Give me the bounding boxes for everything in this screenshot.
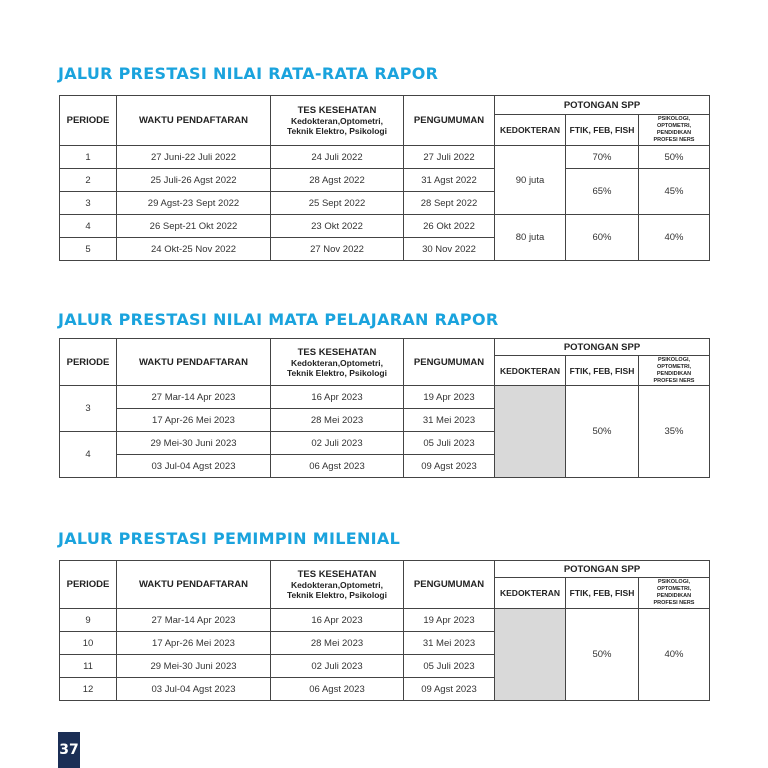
header-tes-line2: Kedokteran,Optometri,	[290, 357, 384, 368]
pengumuman-cell: 31 Agst 2022	[404, 169, 495, 192]
pengumuman-cell: 28 Sept 2022	[404, 192, 495, 215]
waktu-cell: 26 Sept-21 Okt 2022	[117, 215, 271, 238]
kedokteran-empty-cell	[495, 386, 566, 478]
header-kedokteran: KEDOKTERAN	[495, 115, 566, 146]
kedokteran-empty-cell	[495, 609, 566, 701]
header-psikologi-line1: PSIKOLOGI, OPTOMETRI,	[656, 356, 692, 370]
header-waktu-pendaftaran: WAKTU PENDAFTARAN	[117, 339, 271, 386]
header-psikologi	[639, 356, 710, 386]
section1-table	[59, 95, 710, 261]
waktu-cell: 27 Juni-22 Juli 2022	[117, 146, 271, 169]
waktu-cell: 03 Jul-04 Agst 2023	[117, 455, 271, 478]
waktu-cell: 29 Mei-30 Juni 2023	[117, 655, 271, 678]
header-tes-line1: TES KESEHATAN	[297, 346, 377, 358]
header-psikologi-line2: PENDIDIKAN	[656, 130, 692, 136]
tes-cell: 25 Sept 2022	[271, 192, 404, 215]
table-row	[60, 169, 710, 192]
waktu-cell: 29 Agst-23 Sept 2022	[117, 192, 271, 215]
tes-cell: 06 Agst 2023	[271, 678, 404, 701]
waktu-cell: 03 Jul-04 Agst 2023	[117, 678, 271, 701]
header-potongan-spp: POTONGAN SPP	[495, 561, 710, 578]
header-psikologi-line1: PSIKOLOGI, OPTOMETRI,	[656, 116, 692, 129]
header-tes-kesehatan	[271, 339, 404, 386]
waktu-cell: 17 Apr-26 Mei 2023	[117, 632, 271, 655]
waktu-cell: 27 Mar-14 Apr 2023	[117, 609, 271, 632]
tes-cell: 16 Apr 2023	[271, 609, 404, 632]
kedokteran-cell: 80 juta	[495, 215, 566, 261]
periode-cell: 10	[60, 632, 117, 655]
ftik-cell: 50%	[566, 609, 639, 701]
periode-cell: 12	[60, 678, 117, 701]
header-waktu-pendaftaran: WAKTU PENDAFTARAN	[117, 561, 271, 609]
tes-cell: 02 Juli 2023	[271, 432, 404, 455]
section2-table	[59, 338, 710, 478]
pengumuman-cell: 19 Apr 2023	[404, 609, 495, 632]
pengumuman-cell: 27 Juli 2022	[404, 146, 495, 169]
header-tes-line1: TES KESEHATAN	[297, 105, 377, 116]
header-tes-line3: Teknik Elektro, Psikologi	[287, 126, 387, 136]
header-pengumuman: PENGUMUMAN	[404, 561, 495, 609]
section3-title: JALUR PRESTASI PEMIMPIN MILENIAL	[58, 529, 401, 548]
ftik-cell: 70%	[566, 146, 639, 169]
tes-cell: 28 Mei 2023	[271, 409, 404, 432]
header-pengumuman: PENGUMUMAN	[404, 339, 495, 386]
section2-title: JALUR PRESTASI NILAI MATA PELAJARAN RAPOR	[58, 310, 499, 329]
periode-cell: 4	[60, 215, 117, 238]
pengumuman-cell: 05 Juli 2023	[404, 432, 495, 455]
pengumuman-cell: 31 Mei 2023	[404, 632, 495, 655]
periode-cell: 2	[60, 169, 117, 192]
table-row	[60, 609, 710, 632]
header-tes-kesehatan	[271, 561, 404, 609]
tes-cell: 06 Agst 2023	[271, 455, 404, 478]
header-potongan-spp: POTONGAN SPP	[495, 96, 710, 115]
section3-table	[59, 560, 710, 701]
section1-title: JALUR PRESTASI NILAI RATA-RATA RAPOR	[58, 64, 439, 83]
tes-cell: 02 Juli 2023	[271, 655, 404, 678]
header-psikologi-line2: PENDIDIKAN	[656, 370, 692, 377]
header-tes-line3: Teknik Elektro, Psikologi	[287, 590, 387, 600]
header-psikologi-line2: PENDIDIKAN	[656, 593, 692, 599]
page-number: 37	[58, 732, 80, 768]
table-row	[60, 215, 710, 238]
tes-cell: 24 Juli 2022	[271, 146, 404, 169]
ftik-cell: 65%	[566, 169, 639, 215]
pengumuman-cell: 26 Okt 2022	[404, 215, 495, 238]
header-psikologi-line3: PROFESI NERS	[653, 377, 695, 384]
header-pengumuman: PENGUMUMAN	[404, 96, 495, 146]
periode-cell: 9	[60, 609, 117, 632]
header-ftik-feb-fish: FTIK, FEB, FISH	[566, 115, 639, 146]
header-periode: PERIODE	[60, 96, 117, 146]
tes-cell: 28 Agst 2022	[271, 169, 404, 192]
waktu-cell: 17 Apr-26 Mei 2023	[117, 409, 271, 432]
periode-cell: 1	[60, 146, 117, 169]
pengumuman-cell: 05 Juli 2023	[404, 655, 495, 678]
waktu-cell: 29 Mei-30 Juni 2023	[117, 432, 271, 455]
waktu-cell: 27 Mar-14 Apr 2023	[117, 386, 271, 409]
header-ftik-feb-fish: FTIK, FEB, FISH	[566, 356, 639, 386]
kedokteran-cell: 90 juta	[495, 146, 566, 215]
ftik-cell: 50%	[566, 386, 639, 478]
pengumuman-cell: 09 Agst 2023	[404, 455, 495, 478]
ftik-cell: 60%	[566, 215, 639, 261]
periode-cell: 4	[60, 432, 117, 478]
header-psikologi	[639, 115, 710, 146]
tes-cell: 28 Mei 2023	[271, 632, 404, 655]
pengumuman-cell: 30 Nov 2022	[404, 238, 495, 261]
header-psikologi	[639, 578, 710, 609]
table-row	[60, 146, 710, 169]
psikologi-cell: 45%	[639, 169, 710, 215]
header-periode: PERIODE	[60, 561, 117, 609]
header-kedokteran: KEDOKTERAN	[495, 356, 566, 386]
pengumuman-cell: 19 Apr 2023	[404, 386, 495, 409]
header-kedokteran: KEDOKTERAN	[495, 578, 566, 609]
header-waktu-pendaftaran: WAKTU PENDAFTARAN	[117, 96, 271, 146]
periode-cell: 5	[60, 238, 117, 261]
table-row	[60, 386, 710, 409]
header-periode: PERIODE	[60, 339, 117, 386]
periode-cell: 11	[60, 655, 117, 678]
waktu-cell: 25 Juli-26 Agst 2022	[117, 169, 271, 192]
tes-cell: 23 Okt 2022	[271, 215, 404, 238]
header-psikologi-line3: PROFESI NERS	[653, 137, 695, 143]
header-tes-line3: Teknik Elektro, Psikologi	[287, 367, 387, 378]
psikologi-cell: 40%	[639, 609, 710, 701]
header-tes-line2: Kedokteran,Optometri,	[290, 116, 384, 126]
waktu-cell: 24 Okt-25 Nov 2022	[117, 238, 271, 261]
tes-cell: 16 Apr 2023	[271, 386, 404, 409]
header-ftik-feb-fish: FTIK, FEB, FISH	[566, 578, 639, 609]
periode-cell: 3	[60, 386, 117, 432]
psikologi-cell: 40%	[639, 215, 710, 261]
periode-cell: 3	[60, 192, 117, 215]
header-psikologi-line1: PSIKOLOGI, OPTOMETRI,	[656, 579, 692, 592]
header-tes-line1: TES KESEHATAN	[297, 569, 377, 580]
header-tes-line2: Kedokteran,Optometri,	[290, 580, 384, 590]
header-tes-kesehatan	[271, 96, 404, 146]
psikologi-cell: 50%	[639, 146, 710, 169]
header-potongan-spp: POTONGAN SPP	[495, 339, 710, 356]
psikologi-cell: 35%	[639, 386, 710, 478]
tes-cell: 27 Nov 2022	[271, 238, 404, 261]
pengumuman-cell: 31 Mei 2023	[404, 409, 495, 432]
header-psikologi-line3: PROFESI NERS	[653, 600, 695, 606]
pengumuman-cell: 09 Agst 2023	[404, 678, 495, 701]
